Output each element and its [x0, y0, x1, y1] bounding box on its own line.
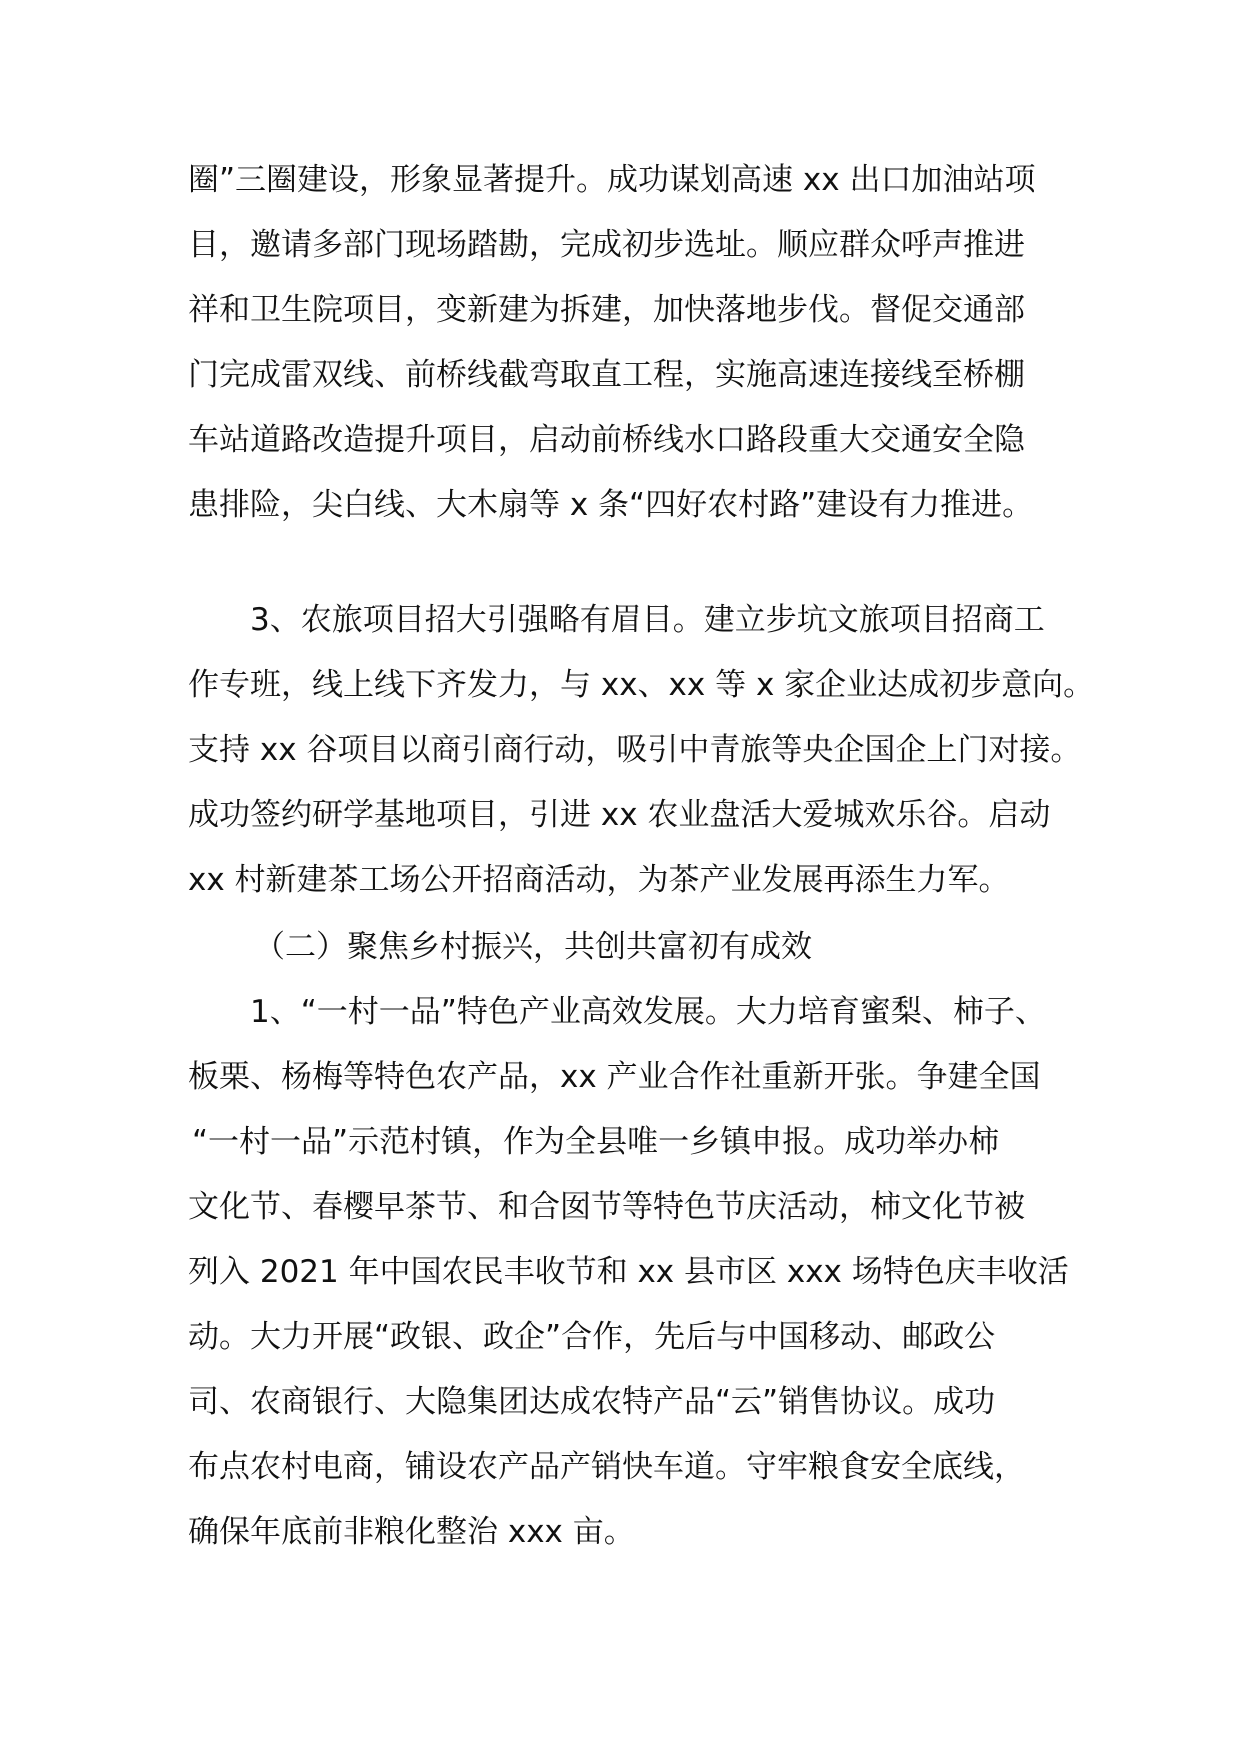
text-line: 司、农商银行、大隐集团达成农特产品“云”销售协议。成功: [188, 1384, 996, 1420]
text-line: 作专班，线上线下齐发力，与 xx、xx 等 x 家企业达成初步意向。: [188, 667, 1095, 703]
heading-text: （二）聚焦乡村振兴，共创共富初有成效: [254, 929, 812, 965]
text-line: 布点农村电商，铺设农产品产销快车道。守牢粮食安全底线，: [188, 1449, 1025, 1485]
text-line: 板栗、杨梅等特色农产品，xx 产业合作社重新开张。争建全国: [188, 1059, 1041, 1095]
text-line: xx 村新建茶工场公开招商活动，为茶产业发展再添生力军。: [188, 862, 1010, 898]
paragraph-agritourism-investment: [188, 588, 1095, 913]
text-line: 成功签约研学基地项目，引进 xx 农业盘活大爱城欢乐谷。启动: [188, 797, 1051, 833]
text-line: 祥和卫生院项目，变新建为拆建，加快落地步伐。督促交通部: [188, 292, 1025, 328]
text-line: 目，邀请多部门现场踏勘，完成初步选址。顺应群众呼声推进: [188, 227, 1025, 263]
text-line: 确保年底前非粮化整治 xxx 亩。: [188, 1514, 635, 1550]
paragraph-continuation: [188, 148, 1068, 538]
text-line: 文化节、春樱早茶节、和合囡节等特色节庆活动，柿文化节被: [188, 1189, 1025, 1225]
text-line: 车站道路改造提升项目，启动前桥线水口路段重大交通安全隐: [188, 422, 1025, 458]
paragraph-characteristic-industry: [188, 980, 1068, 1565]
text-line: 门完成雷双线、前桥线截弯取直工程，实施高速连接线至桥棚: [188, 357, 1025, 393]
text-line: 圈”三圈建设，形象显著提升。成功谋划高速 xx 出口加油站项: [188, 162, 1036, 198]
text-line: 列入 2021 年中国农民丰收节和 xx 县市区 xxx 场特色庆丰收活: [188, 1254, 1069, 1290]
text-line: 动。大力开展“政银、政企”合作，先后与中国移动、邮政公: [188, 1319, 996, 1355]
text-line: 3、农旅项目招大引强略有眉目。建立步坑文旅项目招商工: [250, 602, 1045, 638]
text-line: 支持 xx 谷项目以商引商行动，吸引中青旅等央企国企上门对接。: [188, 732, 1082, 768]
text-line: 1、“一村一品”特色产业高效发展。大力培育蜜梨、柿子、: [250, 994, 1046, 1030]
text-line: “一村一品”示范村镇，作为全县唯一乡镇申报。成功举办柿: [192, 1124, 1000, 1160]
section-heading: [188, 915, 1068, 980]
text-line: 患排险，尖白线、大木扇等 x 条“四好农村路”建设有力推进。: [188, 487, 1034, 523]
